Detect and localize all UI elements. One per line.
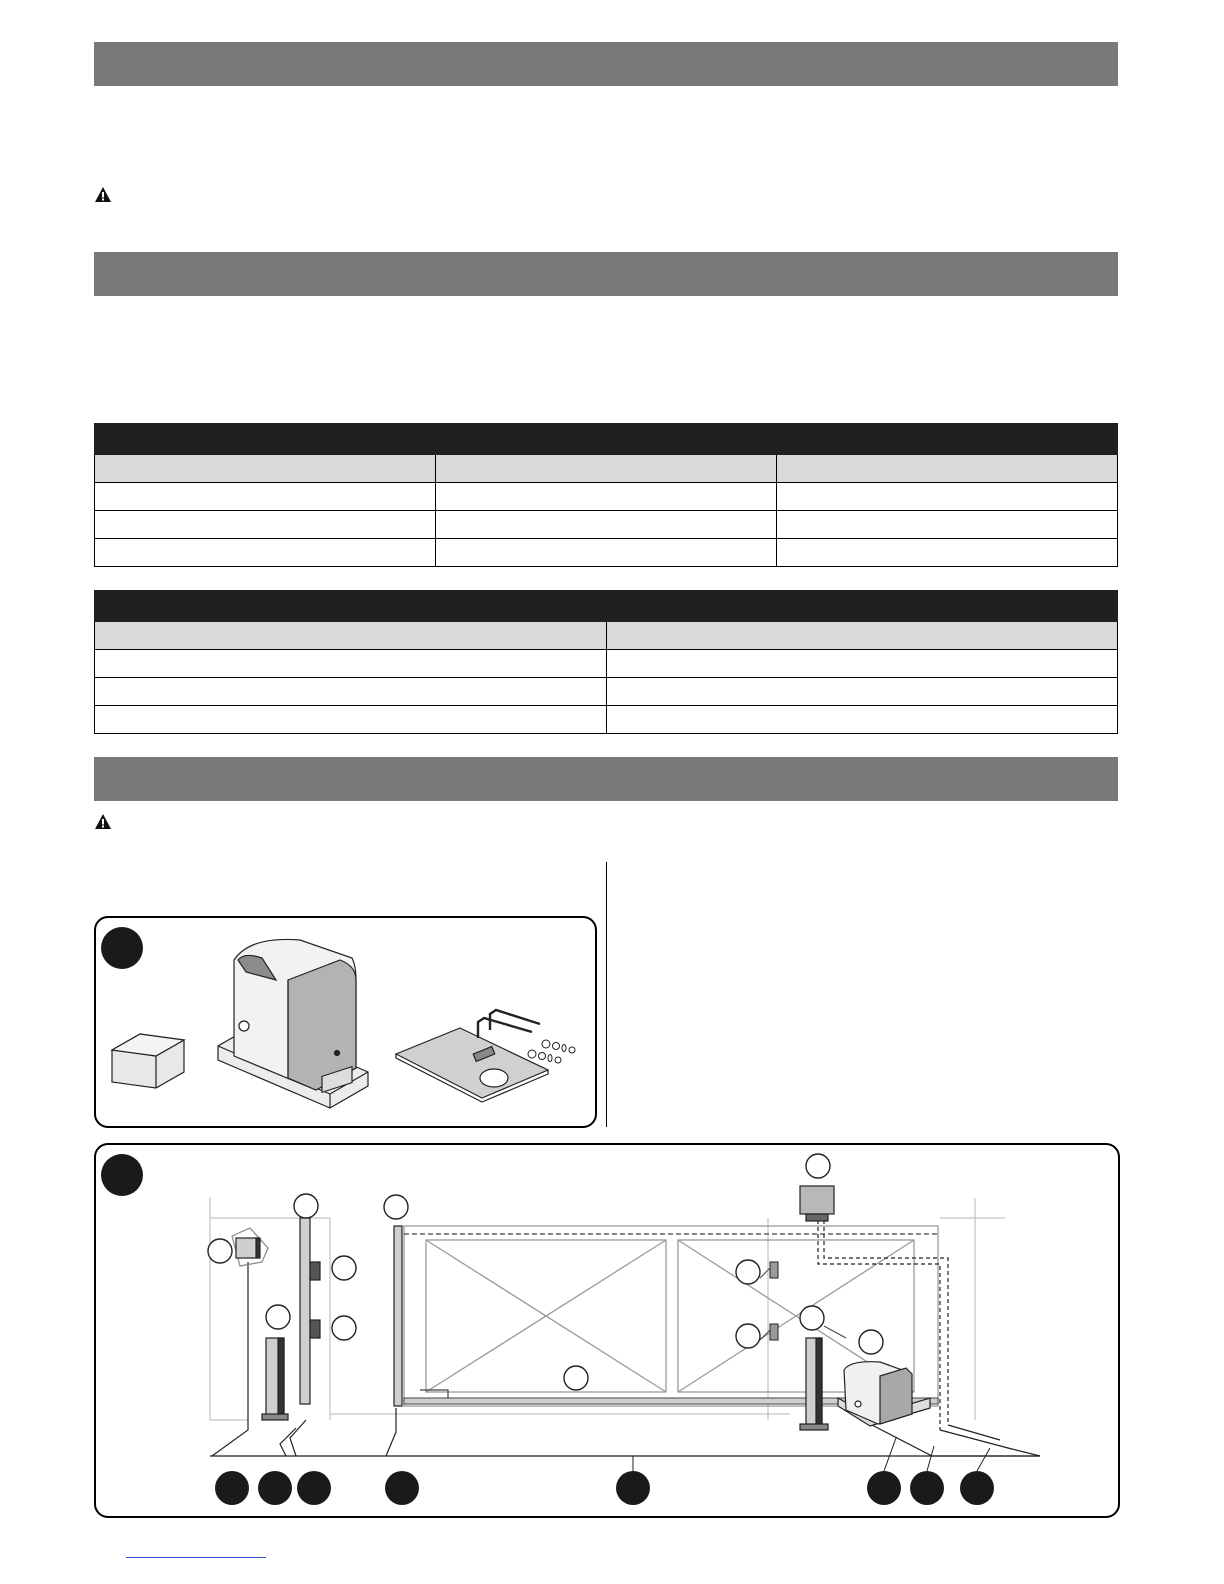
callout-circle bbox=[564, 1366, 588, 1390]
callout-circle bbox=[332, 1316, 356, 1340]
callout-circle bbox=[859, 1330, 883, 1354]
callout-badge bbox=[960, 1471, 994, 1505]
callout-badge bbox=[910, 1471, 944, 1505]
callout-badge bbox=[258, 1471, 292, 1505]
callout-badge bbox=[616, 1471, 650, 1505]
callout-circle bbox=[332, 1256, 356, 1280]
callout-badge bbox=[297, 1471, 331, 1505]
callout-circle bbox=[806, 1154, 830, 1178]
bottom-badges bbox=[215, 1471, 994, 1505]
footer-link-underline[interactable] bbox=[126, 1557, 266, 1558]
callout-circle bbox=[266, 1305, 290, 1329]
callout-badge bbox=[215, 1471, 249, 1505]
callout-circle bbox=[736, 1260, 760, 1284]
callout-circle bbox=[208, 1239, 232, 1263]
callout-circle bbox=[800, 1306, 824, 1330]
callout-circle bbox=[384, 1195, 408, 1219]
callout-badge bbox=[867, 1471, 901, 1505]
callout-circle bbox=[736, 1324, 760, 1348]
callout-circle bbox=[294, 1194, 318, 1218]
callout-badge bbox=[385, 1471, 419, 1505]
